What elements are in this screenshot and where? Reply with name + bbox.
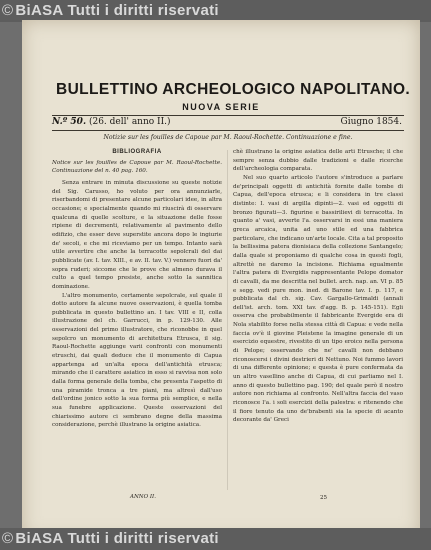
paragraph: L'altro monumento, certamente sepolcrale, sul quale il dotto autore fa alcune nuove osservazioni, è quella tomba pubblicata in questo bullettino an. I tav. VIII e II, colla illustrazione del ch. Garrucci, in p. 129-130. Alle osservazioni del primo illustratore, che riconobbe in quel sepolcro un monumento di architettura Etrusca, il sig. Raoul-Rochette aggiunge varii confronti con monumenti etruschi, dai quali deduce che il monumento di Capua appartenga ad un'alta epoca dell'antichità etrusca; mirando che il carattere asiatico in esso si ravvisa non solo dalla forma generale della tomba, che presenta l'aspetto di una piramide tronca a tre piani, ma altresì dall'uso dell'ordine jonico sotto la sua forma più semplice, e nella sua funebre applicazione. Queste osservazioni del chiarissimo autore ci sembrano degne della massima considerazione, perchè illustrano la origine asiatica. <box>52 292 222 429</box>
watermark-bottom-text: BiASA Tutti i diritti riservati <box>15 530 219 547</box>
copyright-icon: © <box>2 2 14 19</box>
paragraph: Nel suo quarto articolo l'autore s'introduce a parlare de'principali oggetti di antichità fornite dalle tombe di Capua, dell'epoca etrusca; e li considera in tre classi distinte: I. vasi di argilla dipinti—2. vasi ed oggetti di bronzo figurati—3. figurine e bassirilievi di terracotta. In quanto a' vasi, avverte l'a. osservarsi in essi una maniera greca arcaica, unita ad uno stile ed una fabbrica particolare, che indicano un'arte locale. Cita a tal proposito la bellissima patera dionisiaca della collezione Santangelo; dalla quale si proponiamo di qualche cosa in questi fogli, altrettè ne daremo la incisione. Richiama egualmente l'altra patera di Evergidis rappresentante Pelope domator di cavalli, da me descritta nel bullet. arch. nap. an. VI p. 85 e segg. vedi pure mon. ined. di Barone tav. I. p. 117, e pubblicata dal ch. sig. Cav. Gargallo-Grimaldi (annali dell'ist. arch. tom. XXI tav. d'agg. B. p. 145-151). Egli osserva che probabilmente il fabbricante Evergide era di Nola stabilito forse nella stessa città di Capua: e vede nella faccia ov'è il giovine Pleistene la imagine generale di un esercizio equestre, rivestito di un tipo eroico nella persona di Pelope; osservando che ne' cavalli non debbano riconoscersi i divini destrieri di Nettuno. Noi fummo lavori di una differente opinione; e questa è pure confermata da un altro vasellino anche di Capua, di cui parliamo nel I. anno di questo bullettino pag. 190; del quale però il nostro autore non richiama al confronto. Nell'altra faccia del vaso riconosce l'a. i soli esercizii della palestra: e ritenendo che il fiore tenuto da uno de'brabenti sia la specie di acanto decorante da' Greci <box>233 174 403 424</box>
watermark-top-text: BiASA Tutti i diritti riservati <box>15 2 219 19</box>
copyright-icon: © <box>2 530 14 547</box>
contents-notice: Notizie sur les fouilles de Capoue par M. Raoul-Rochette. Continuazione e fine. <box>103 134 353 141</box>
header-rule-bottom <box>52 130 404 131</box>
article-intro: Notice sur les fouilles de Capoue par M. Raoul-Rochette. Continuazione del n. 40 pag. 160. <box>52 159 222 175</box>
watermark-bottom <box>0 528 431 550</box>
paragraph: chè illustrano la origine asiatica delle arti Etrusche; il che sempre senza dubbio dalle tradizioni e dalle ricerche dell'archeologia comparata. <box>233 149 403 173</box>
issue-number: N.º 50. <box>52 117 87 127</box>
issue-detail: (26. dell' anno II.) <box>88 117 171 127</box>
issue-date: Giugno 1854. <box>340 117 402 127</box>
document-page <box>22 20 420 538</box>
section-title: BIBLIOGRAFIA <box>112 149 162 155</box>
signature-mark: ANNO II. <box>130 494 156 500</box>
page-number: 25 <box>320 495 327 501</box>
header-rule-top <box>52 115 404 116</box>
series-label: NUOVA SERIE <box>182 102 260 112</box>
right-column <box>233 148 403 425</box>
watermark-top <box>0 0 431 22</box>
column-divider <box>227 150 228 490</box>
issue-line <box>52 117 402 127</box>
page-title: BULLETTINO ARCHEOLOGICO NAPOLITANO. <box>56 81 411 98</box>
left-column <box>52 148 222 430</box>
paragraph: Senza entrare in minuta discussione su queste notizie del Sig. Carusso, ho voluto per ora annunziarle, riserbandomi di presentare alcune particolari idee, in altra occasione; e specialmente quando mi riuscirà di osservare qualcuna di quelle scolture, e la situazione delle fosse ripiene di decrementi, relativamente al pavimento dello edifizio, che esser deve superstite ancora dopo le ingiurie de' secoli, e che mi riceviamo per un tempo. Intanto sarà utile avvertire che anche la terracotte sepolcrali del dai pubblicate (av. I. tav. XIII., e av. II. tav. V.) vennero fuori da' sopra ruderi; siccome che le prove che almeno durava il culto a quel tempo presiste, anche sotto la sannitica dominazione. <box>52 179 222 290</box>
